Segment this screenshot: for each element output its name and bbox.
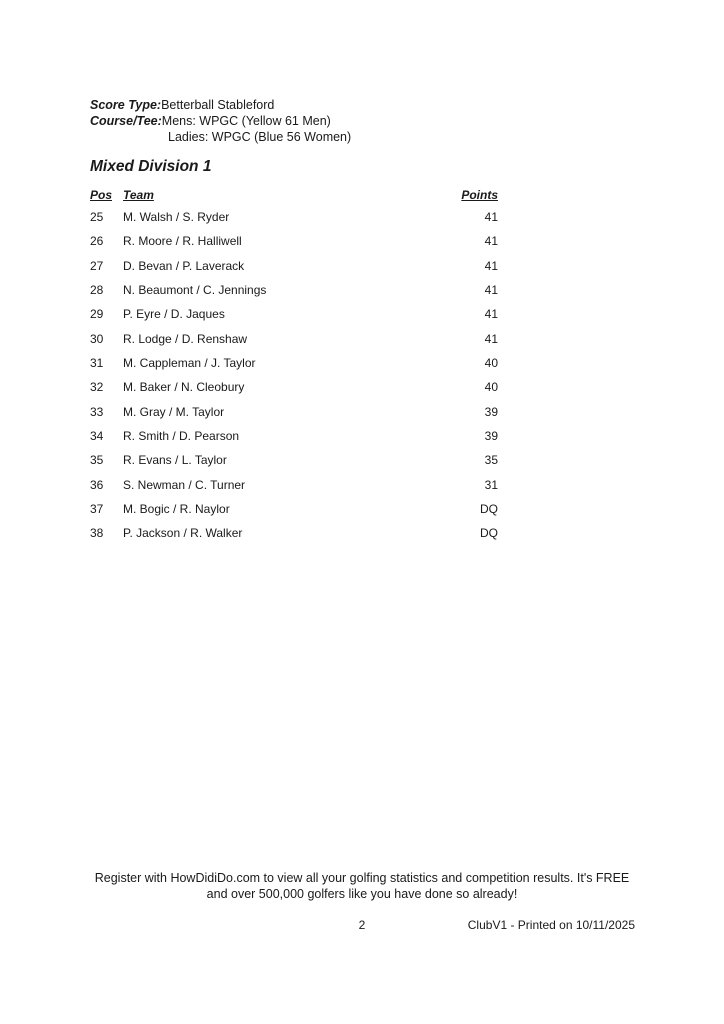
row-team: S. Newman / C. Turner [123,477,246,492]
row-pos: 30 [90,331,104,346]
table-row [90,307,498,331]
course-tee-ladies-line [90,129,351,145]
score-type-value: Betterball Stableford [161,98,275,112]
row-team: R. Moore / R. Halliwell [123,234,242,249]
row-pos: 28 [90,283,104,298]
row-team: P. Eyre / D. Jaques [123,307,225,322]
row-team: R. Smith / D. Pearson [123,429,240,444]
row-pos: 34 [90,429,104,444]
table-row [90,380,498,404]
course-tee-mens-value: Mens: WPGC (Yellow 61 Men) [161,114,331,128]
table-row [90,234,498,258]
row-pos: 35 [90,453,104,468]
row-team: M. Walsh / S. Ryder [123,210,230,224]
row-points: DQ [480,526,498,541]
results-table [90,188,498,551]
header-team-cell [123,188,438,210]
row-points: 35 [484,453,498,468]
results-table-body [90,210,498,551]
course-tee-label: Course/Tee: [90,114,162,128]
table-row [90,283,498,307]
row-points: 41 [484,210,498,224]
course-tee-line [90,113,351,129]
row-pos: 37 [90,502,104,517]
table-row [90,478,498,502]
header-points-label: Points [461,188,498,202]
row-pos: 33 [90,404,104,419]
row-team: M. Cappleman / J. Taylor [123,356,256,371]
header-pos-label: Pos [90,188,113,202]
score-type-line [90,97,351,113]
row-pos: 27 [90,258,104,273]
score-type-label: Score Type: [90,98,162,112]
footer-register-line1: Register with HowDidiDo.com to view all your golfing statistics and competition results. It's FREE [94,871,630,885]
row-points: 41 [484,307,498,322]
row-pos: 32 [90,380,104,395]
course-tee-ladies-value: Ladies: WPGC (Blue 56 Women) [168,130,352,144]
division-title: Mixed Division 1 [90,158,212,175]
report-meta [90,97,351,145]
row-pos: 38 [90,526,104,541]
header-team-label: Team [123,188,154,202]
header-pos-cell [90,188,123,210]
footer-register-line2: and over 500,000 golfers like you have done so already! [206,886,518,901]
row-points: 41 [484,283,498,298]
row-team: R. Lodge / D. Renshaw [123,331,248,346]
row-pos: 31 [90,356,104,371]
row-points: DQ [480,502,498,517]
row-points: 39 [484,429,498,444]
table-row [90,502,498,526]
table-row [90,356,498,380]
table-row [90,210,498,234]
row-pos: 26 [90,234,104,249]
row-team: M. Bogic / R. Naylor [123,502,230,517]
table-row [90,259,498,283]
row-pos: 29 [90,307,104,322]
footer-register-text [0,871,724,902]
row-points: 41 [484,234,498,249]
row-points: 39 [484,404,498,419]
row-points: 41 [484,331,498,346]
results-table-header [90,188,498,210]
row-points: 40 [484,356,498,371]
page-number: 2 [358,918,366,932]
row-team: M. Gray / M. Taylor [123,404,225,419]
row-points: 40 [484,380,498,395]
row-points: 31 [484,477,498,492]
row-team: R. Evans / L. Taylor [123,453,227,468]
row-team: M. Baker / N. Cleobury [123,380,245,395]
table-row [90,429,498,453]
printed-info: ClubV1 - Printed on 10/11/2025 [467,918,635,932]
header-points-cell [438,188,498,210]
table-row [90,405,498,429]
table-row [90,332,498,356]
row-pos: 25 [90,210,104,224]
row-points: 41 [484,258,498,273]
row-team: D. Bevan / P. Laverack [123,258,245,273]
row-team: P. Jackson / R. Walker [123,526,243,541]
table-row [90,453,498,477]
row-pos: 36 [90,477,104,492]
table-row [90,526,498,550]
row-team: N. Beaumont / C. Jennings [123,283,267,298]
